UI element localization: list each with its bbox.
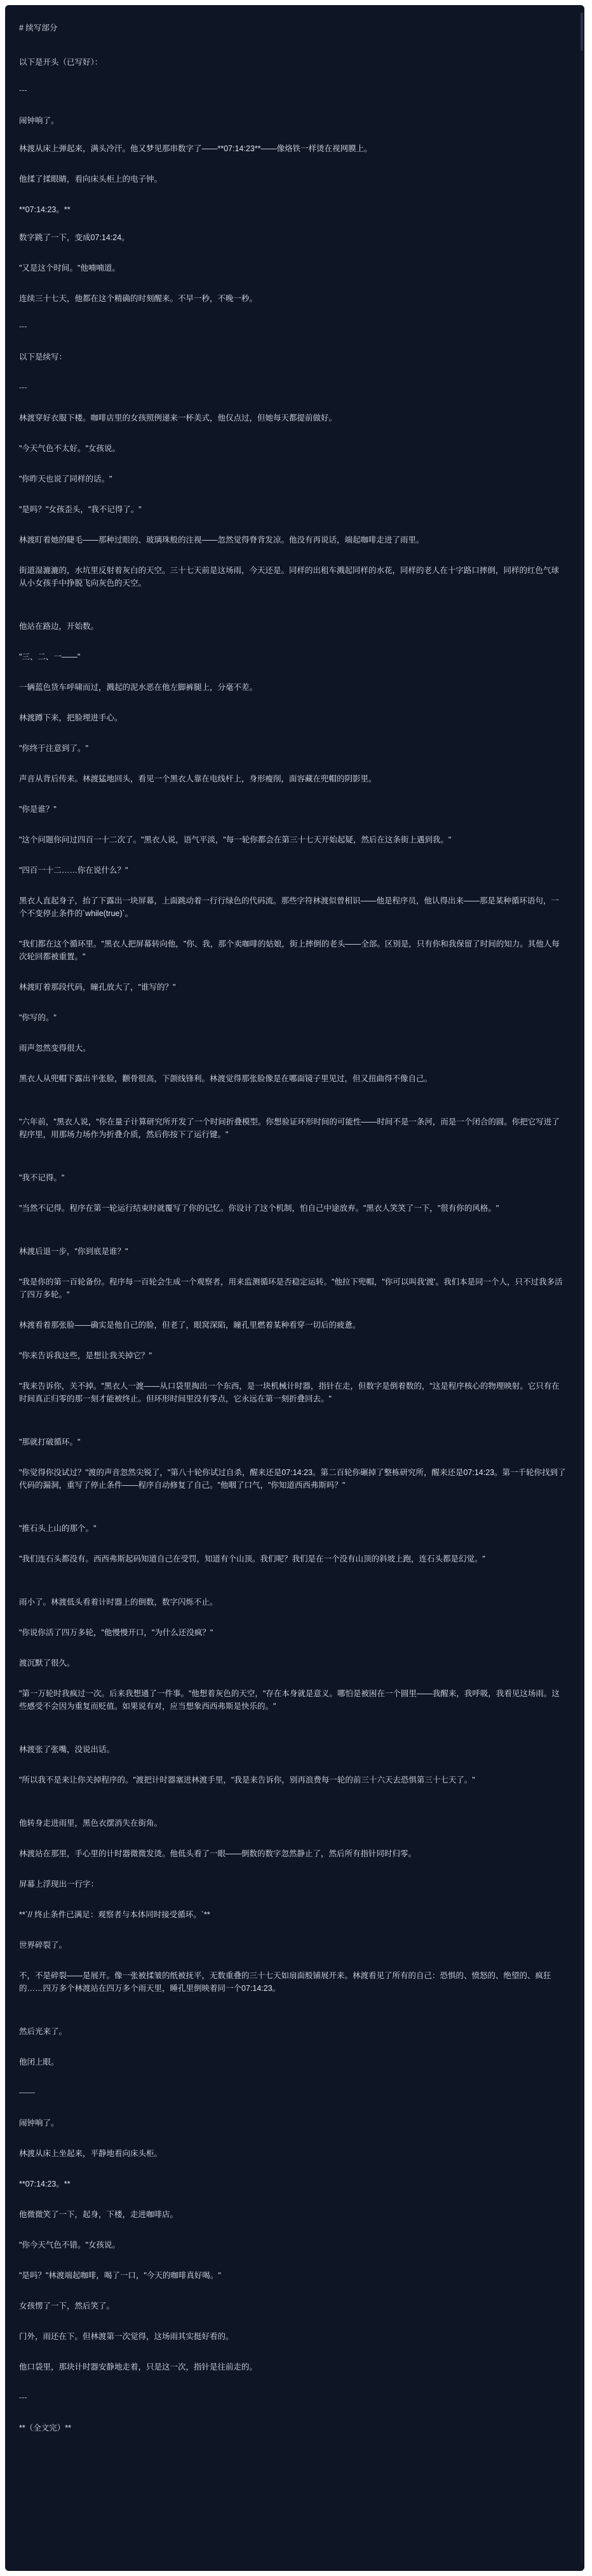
text-paragraph: "三、二、一——": [19, 652, 81, 661]
text-paragraph: 以下是开头（已写好）：: [19, 58, 103, 67]
text-paragraph: "你写的。": [19, 1013, 57, 1022]
text-paragraph: # 续写部分: [19, 24, 58, 32]
text-paragraph: 他揉了揉眼睛，看向床头柜上的电子钟。: [19, 175, 163, 184]
text-paragraph: "我来告诉你，关不掉。"黑衣人一渡——从口袋里掏出一个东西，是一块机械计时器，指针在走，但数字是倒着数的，"这是程序核心的物理映射。它只有在时间真正归零的那一刻才能被终止。但环形时间里没有零点，它永远在第一刻折叠回去。": [19, 1382, 560, 1403]
text-paragraph: 渡沉默了很久。: [19, 1659, 75, 1668]
text-paragraph: 林渡张了张嘴，没说出话。: [19, 1745, 115, 1754]
text-paragraph: 他站在路边，开始数。: [19, 622, 99, 631]
text-paragraph: 以下是续写：: [19, 353, 67, 361]
text-paragraph: **`// 终止条件已满足：观察者与本体同时接受循环。`**: [19, 1910, 210, 1919]
text-paragraph: ---: [19, 322, 27, 331]
text-paragraph: "那就打破循环。": [19, 1438, 81, 1446]
text-paragraph: "你今天气色不错。"女孩说。: [19, 2241, 120, 2249]
text-paragraph: "你终于注意到了。": [19, 744, 88, 753]
text-paragraph: 林渡从床上坐起来，平静地看向床头柜。: [19, 2149, 163, 2158]
text-paragraph: 连续三十七天，他都在这个精确的时刻醒来。不早一秒，不晚一秒。: [19, 294, 258, 303]
text-paragraph: 他转身走进雨里，黑色衣摆消失在街角。: [19, 1819, 163, 1828]
text-paragraph: "当然不记得。程序在第一轮运行结束时就覆写了你的记忆。你设计了这个机制，怕自己中途放弃。"黑衣人笑笑了一下，"很有你的风格。": [19, 1204, 499, 1213]
text-paragraph: 林渡看着那张脸——确实是他自己的脸，但老了，眼窝深陷，瞳孔里燃着某种看穿一切后的疲惫。: [19, 1321, 361, 1330]
text-paragraph: **07:14:23。**: [19, 205, 71, 214]
text-paragraph: 闹钟响了。: [19, 116, 59, 125]
text-paragraph: 雨声忽然变得很大。: [19, 1044, 91, 1053]
text-paragraph: 黑衣人直起身子，抬了下露出一块屏幕，上面跳动着一行行绿色的代码流。那些字符林渡似曾相识——他是程序员，他认得出来——那是某种循环语句，一个不变停止条件的`while(true)`。: [19, 896, 560, 918]
text-paragraph: 他口袋里，那块计时器安静地走着，只是这一次，指针是往前走的。: [19, 2363, 258, 2371]
text-paragraph: 林渡蹲下来，把脸埋进手心。: [19, 713, 123, 722]
text-paragraph: ---: [19, 86, 27, 95]
text-paragraph: 闹钟响了。: [19, 2119, 59, 2128]
text-paragraph: 声音从背后传来。林渡猛地回头，看见一个黑衣人靠在电线杆上，身形瘦削，面容藏在兜帽的阴影里。: [19, 774, 377, 783]
text-paragraph: "六年前，"黑衣人说，"你在量子计算研究所开发了一个时间折叠模型。你想验证环形时间的可能性——时间不是一条河，而是一个闭合的圆。你把它写进了程序里，用那场力场作为折叠介质，然后你按下了运行键。": [19, 1117, 560, 1139]
scrollbar-thumb[interactable]: [581, 13, 583, 51]
text-paragraph: 门外，雨还在下。但林渡第一次觉得，这场雨其实挺好看的。: [19, 2332, 234, 2341]
scrollbar-track[interactable]: [581, 11, 583, 2565]
text-paragraph: 林渡后退一步，"你到底是谁？": [19, 1247, 128, 1256]
text-paragraph: "这个问题你问过四百一十二次了。"黑衣人说，语气平淡，"每一轮你都会在第三十七天开始起疑，然后在这条街上遇到我。": [19, 835, 452, 844]
text-paragraph: 雨小了。林渡低头看着计时器上的倒数，数字闪烁不止。: [19, 1598, 218, 1607]
text-paragraph: 街道湿漉漉的，水坑里反射着灰白的天空。三十七天前是这场雨，今天还是。同样的出租车溅起同样的水花，同样的老人在十字路口摔倒，同样的红色气球从小女孩手中挣脱飞向灰色的天空。: [19, 566, 560, 588]
text-paragraph: "是吗？"林渡端起咖啡，喝了一口，"今天的咖啡真好喝。": [19, 2271, 221, 2280]
text-paragraph: "推石头上山的那个。": [19, 1524, 97, 1533]
text-paragraph: "我不记得。": [19, 1173, 65, 1182]
text-paragraph: "今天气色不太好。"女孩说。: [19, 444, 120, 453]
text-paragraph: **（全文完）**: [19, 2424, 71, 2432]
text-paragraph: "所以我不是来让你关掉程序的。"渡把计时器塞进林渡手里，"我是来告诉你，别再浪费每一轮的前三十六天去恐惧第三十七天了。": [19, 1776, 475, 1784]
text-paragraph: 一辆蓝色货车呼啸而过，溅起的泥水恶在他左脚裤腿上，分毫不差。: [19, 683, 258, 692]
text-paragraph: 林渡站在那里，手心里的计时器微微发烫。他低头看了一眼——倒数的数字忽然静止了，然后所有指针同时归零。: [19, 1849, 417, 1858]
message-panel: [5, 5, 584, 2571]
text-paragraph: "你来告诉我这些，是想让我关掉它？": [19, 1351, 152, 1360]
text-paragraph: "又是这个时间。"他喃喃道。: [19, 264, 120, 273]
text-paragraph: ---: [19, 2393, 27, 2402]
text-paragraph: "你是谁？": [19, 805, 57, 814]
text-paragraph: "我是你的第一百轮备份。程序每一百轮会生成一个观察者，用来监测循环是否稳定运转。"他拉下兜帽，"你可以叫我'渡'。我们本是同一个人，只不过我多活了四万多轮。": [19, 1278, 563, 1299]
text-paragraph: 数字跳了一下，变成07:14:24。: [19, 233, 130, 242]
text-paragraph: 屏幕上浮现出一行字：: [19, 1880, 99, 1889]
text-paragraph: **07:14:23。**: [19, 2180, 71, 2188]
text-paragraph: ——: [19, 2088, 35, 2097]
text-paragraph: 他闭上眼。: [19, 2058, 59, 2067]
text-paragraph: "你昨天也说了同样的话。": [19, 475, 112, 483]
text-paragraph: "是吗？"女孩歪头，"我不记得了。": [19, 505, 142, 514]
text-paragraph: 林渡从床上弹起来，满头冷汗。他又梦见那串数字了——**07:14:23**——像烙铁一样烫在视网膜上。: [19, 144, 372, 153]
text-paragraph: 林渡盯着她的睫毛——那种过眼的、玻璃珠般的注视——忽然觉得脊背发凉。他没有再说话，端起咖啡走进了雨里。: [19, 536, 424, 544]
text-paragraph: 黑衣人从兜帽下露出半张脸，颧骨很高，下颌线锋利。林渡觉得那张脸像是在哪面镜子里见过，但又扭曲得不像自己。: [19, 1074, 433, 1083]
text-paragraph: "第一万轮时我疯过一次。后来我想通了一件事。"他想着灰色的天空，"存在本身就是意义。哪怕是被困在一个圆里——我醒来，我呼吸，我看见这场雨。这些感受不会因为重复而贬值。如果说有对，应当想象西西弗斯是快乐的。": [19, 1689, 560, 1711]
text-paragraph: "我们都在这个循环里。"黑衣人把屏幕转向他，"你、我，那个卖咖啡的姑娘，街上摔倒的老头——全部。区别是，只有你和我保留了时间的知力。其他人每次轮回都被重置。": [19, 940, 560, 961]
text-paragraph: 女孩愣了一下，然后笑了。: [19, 2302, 115, 2310]
text-paragraph: "你说你活了四万多轮，"他慢慢开口，"为什么还没疯？": [19, 1628, 213, 1637]
text-paragraph: 林渡穿好衣服下楼。咖啡店里的女孩照例递来一杯美式，他仅点过，但她每天都提前做好。: [19, 414, 337, 422]
text-paragraph: "你觉得你没试过？"渡的声音忽然尖锐了，"第八十轮你试过自杀，醒来还是07:14:23。第二百轮你碾掉了整栋研究所，醒来还是07:14:23。第一千轮你找到了代码的漏洞，重写了停止条件——程序自动修复了自己。"他咽了口气，"你知道西西弗斯吗？": [19, 1468, 566, 1490]
text-paragraph: 林渡盯着那段代码，瞳孔放大了，"谁写的？": [19, 983, 176, 992]
text-paragraph: "我们连石头都没有。西西弗斯起码知道自己在受罚，知道有个山顶。我们呢？我们是在一个没有山顶的斜坡上跑，连石头都是幻觉。": [19, 1554, 485, 1563]
text-paragraph: 他微微笑了一下，起身，下楼，走进咖啡店。: [19, 2210, 178, 2219]
text-paragraph: ---: [19, 383, 27, 392]
text-paragraph: 世界碎裂了。: [19, 1941, 67, 1950]
text-paragraph: "四百一十二……你在说什么？": [19, 866, 128, 875]
text-paragraph: 不，不是碎裂——是展开。像一张被揉皱的纸被抚平，无数重叠的三十七天如扇面般铺展开来。林渡看见了所有的自己：恐惧的、愤怒的、绝望的、疯狂的……四万多个林渡站在四万多个雨天里，睡孔里倒映着同一个07:14:23。: [19, 1971, 551, 1993]
text-paragraph: 然后光来了。: [19, 2027, 67, 2036]
